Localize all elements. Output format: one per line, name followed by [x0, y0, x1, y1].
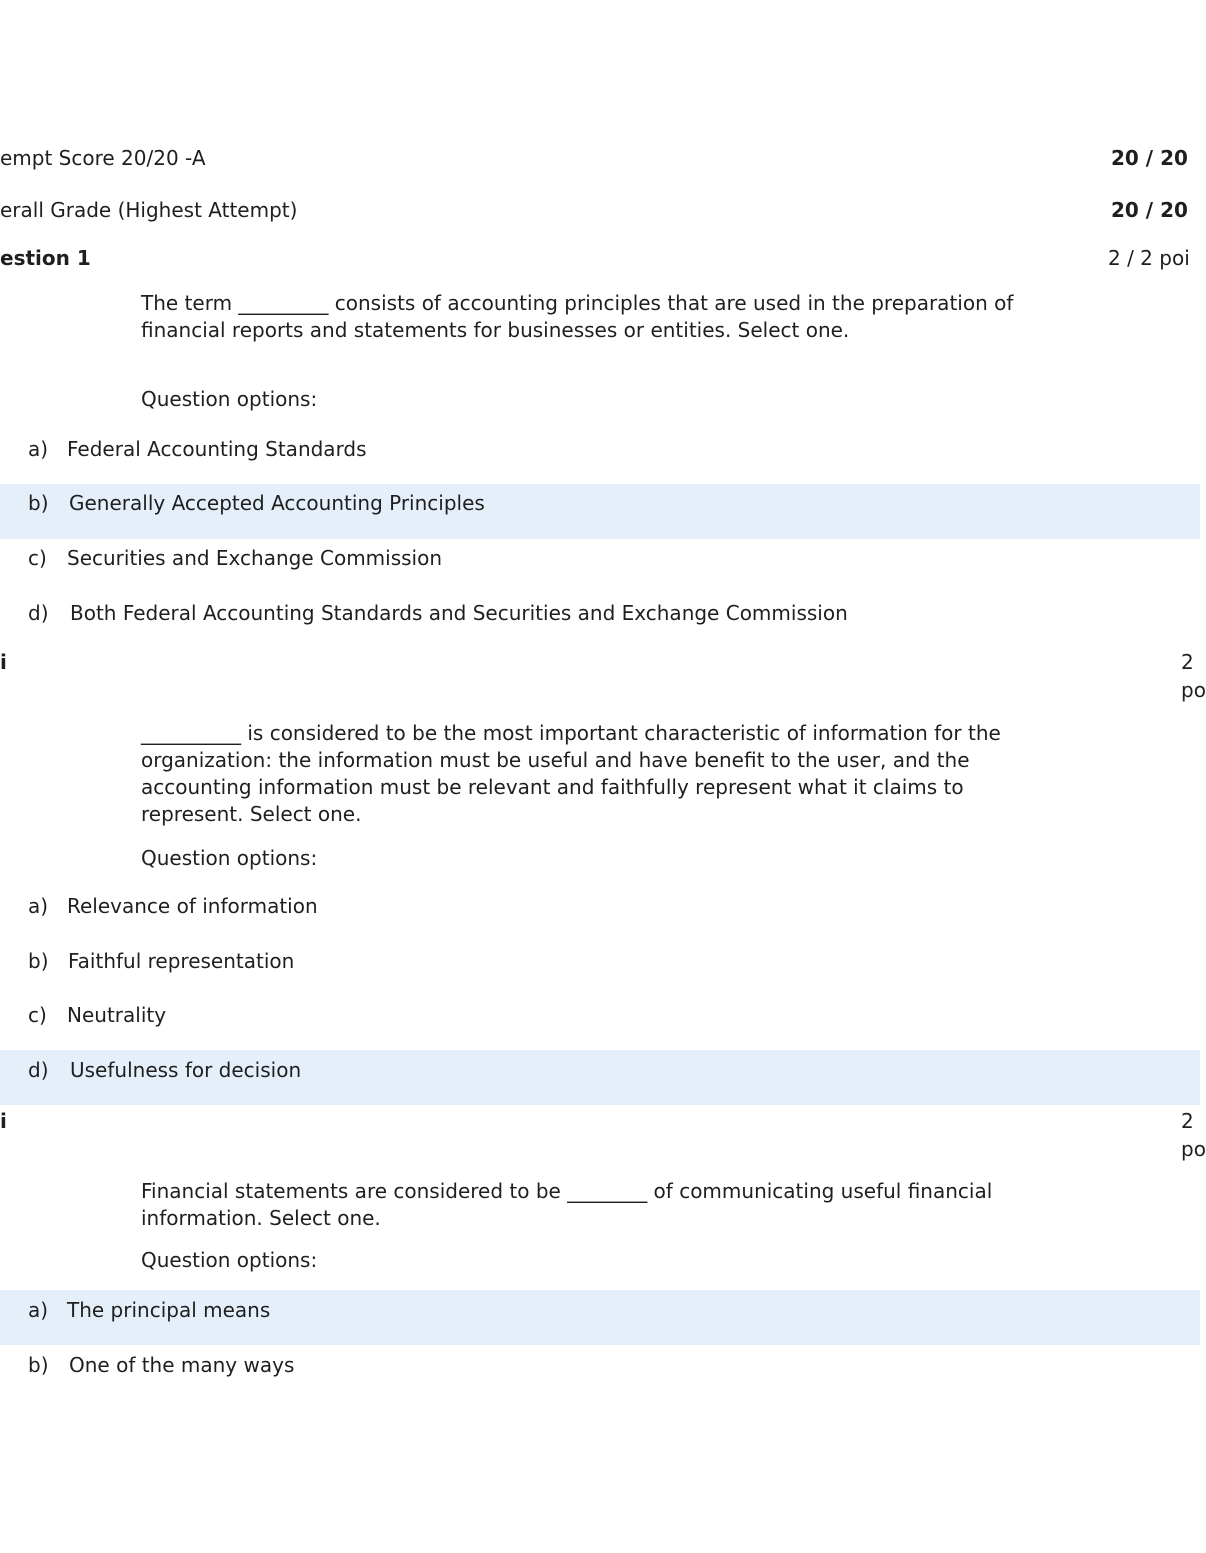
- question-3-points-line1: 2: [1181, 1109, 1194, 1133]
- question-3-points-line2: po: [1181, 1137, 1206, 1161]
- option-text: Faithful representation: [68, 949, 295, 973]
- option-letter: d): [28, 601, 49, 625]
- option-letter: a): [28, 1298, 49, 1322]
- question-2-points-line1: 2: [1181, 650, 1194, 674]
- question-2-options-label: Question options:: [141, 846, 318, 870]
- option-text: Relevance of information: [67, 894, 318, 918]
- option-text: Generally Accepted Accounting Principles: [69, 491, 485, 515]
- question-1-option-b-selected[interactable]: [0, 484, 1200, 539]
- question-3-heading: i: [0, 1109, 7, 1133]
- option-text: The principal means: [67, 1298, 271, 1322]
- option-text: Usefulness for decision: [70, 1058, 302, 1082]
- question-2-points-line2: po: [1181, 678, 1206, 702]
- option-text: Securities and Exchange Commission: [67, 546, 443, 570]
- question-1-points: 2 / 2 poi: [1108, 246, 1190, 270]
- question-3-text: Financial statements are considered to be ________ of communicating useful financial information. Select one.: [141, 1179, 993, 1230]
- question-3-options-label: Question options:: [141, 1248, 318, 1272]
- option-text: One of the many ways: [69, 1353, 295, 1377]
- question-2-option-d-selected[interactable]: [0, 1050, 1200, 1105]
- option-text: Federal Accounting Standards: [67, 437, 367, 461]
- question-1-text: The term _________ consists of accounting principles that are used in the preparation of financial reports and statements for businesses or entities. Select one.: [141, 291, 1014, 342]
- option-letter: a): [28, 894, 49, 918]
- option-letter: b): [28, 491, 49, 515]
- option-letter: d): [28, 1058, 49, 1082]
- question-3-option-a-selected[interactable]: [0, 1290, 1200, 1345]
- question-2-text: __________ is considered to be the most important characteristic of information for the organization: the information must be useful and have benefit to the user, and the accounting information must be relevant and faithfully represent what it claims to represent. Select one.: [141, 721, 1001, 826]
- question-2-heading: i: [0, 650, 7, 674]
- overall-grade-label: erall Grade (Highest Attempt): [0, 198, 298, 222]
- attempt-score-label: empt Score 20/20 -A: [0, 146, 206, 170]
- question-1-heading: estion 1: [0, 246, 91, 270]
- option-text: Both Federal Accounting Standards and Securities and Exchange Commission: [70, 601, 848, 625]
- option-text: Neutrality: [67, 1003, 167, 1027]
- option-letter: a): [28, 437, 49, 461]
- question-1-options-label: Question options:: [141, 387, 318, 411]
- option-letter: b): [28, 1353, 49, 1377]
- overall-grade-value: 20 / 20: [1111, 198, 1188, 222]
- option-letter: c): [28, 1003, 47, 1027]
- option-letter: c): [28, 546, 47, 570]
- attempt-score-value: 20 / 20: [1111, 146, 1188, 170]
- option-letter: b): [28, 949, 49, 973]
